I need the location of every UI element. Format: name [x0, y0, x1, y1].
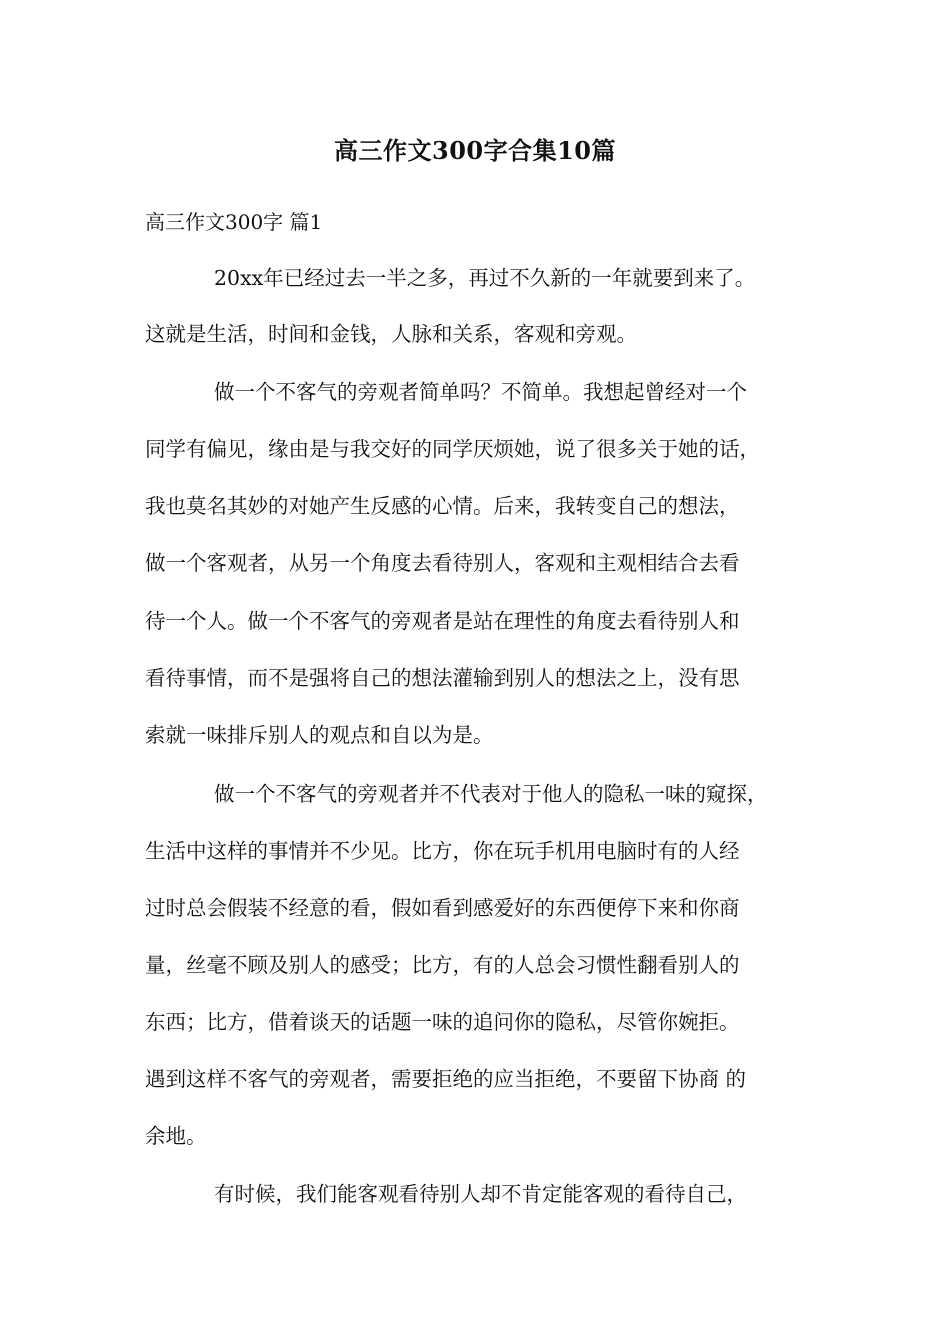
paragraph-line: 待一个人。做一个不客气的旁观者是站在理性的角度去看待别人和 [145, 609, 740, 633]
paragraph-line: 做一个客观者，从另一个角度去看待别人，客观和主观相结合去看 [145, 551, 740, 575]
paragraph-line: 量，丝毫不顾及别人的感受；比方，有的人总会习惯性翻看别人的 [145, 953, 740, 977]
paragraph-line: 这就是生活，时间和金钱，人脉和关系，客观和旁观。 [145, 322, 637, 346]
paragraph-line: 做一个不客气的旁观者简单吗？不简单。我想起曾经对一个 [214, 380, 747, 404]
paragraph-line: 有时候，我们能客观看待别人却不肯定能客观的看待自己， [214, 1182, 747, 1206]
document-title: 高三作文300字合集10篇 [334, 136, 616, 165]
section-heading: 高三作文300字 篇1 [145, 210, 323, 234]
paragraph-line: 遇到这样不客气的旁观者，需要拒绝的应当拒绝，不要留下协商 的 [145, 1067, 747, 1091]
paragraph-line: 余地。 [145, 1124, 207, 1148]
paragraph-line: 做一个不客气的旁观者并不代表对于他人的隐私一味的窥探， [214, 782, 768, 806]
paragraph-line: 索就一味排斥别人的观点和自以为是。 [145, 723, 494, 747]
paragraph-line: 看待事情，而不是强将自己的想法灌输到别人的想法之上，没有思 [145, 666, 740, 690]
paragraph-line: 东西；比方，借着谈天的话题一味的追问你的隐私，尽管你婉拒。 [145, 1010, 740, 1034]
paragraph-line: 生活中这样的事情并不少见。比方，你在玩手机用电脑时有的人经 [145, 839, 740, 863]
paragraph-line: 同学有偏见，缘由是与我交好的同学厌烦她，说了很多关于她的话， [145, 437, 760, 461]
paragraph-line: 我也莫名其妙的对她产生反感的心情。后来，我转变自己的想法， [145, 494, 740, 518]
paragraph-line: 过时总会假装不经意的看，假如看到感爱好的东西便停下来和你商 [145, 896, 740, 920]
paragraph-line: 20xx年已经过去一半之多，再过不久新的一年就要到来了。 [214, 266, 756, 290]
